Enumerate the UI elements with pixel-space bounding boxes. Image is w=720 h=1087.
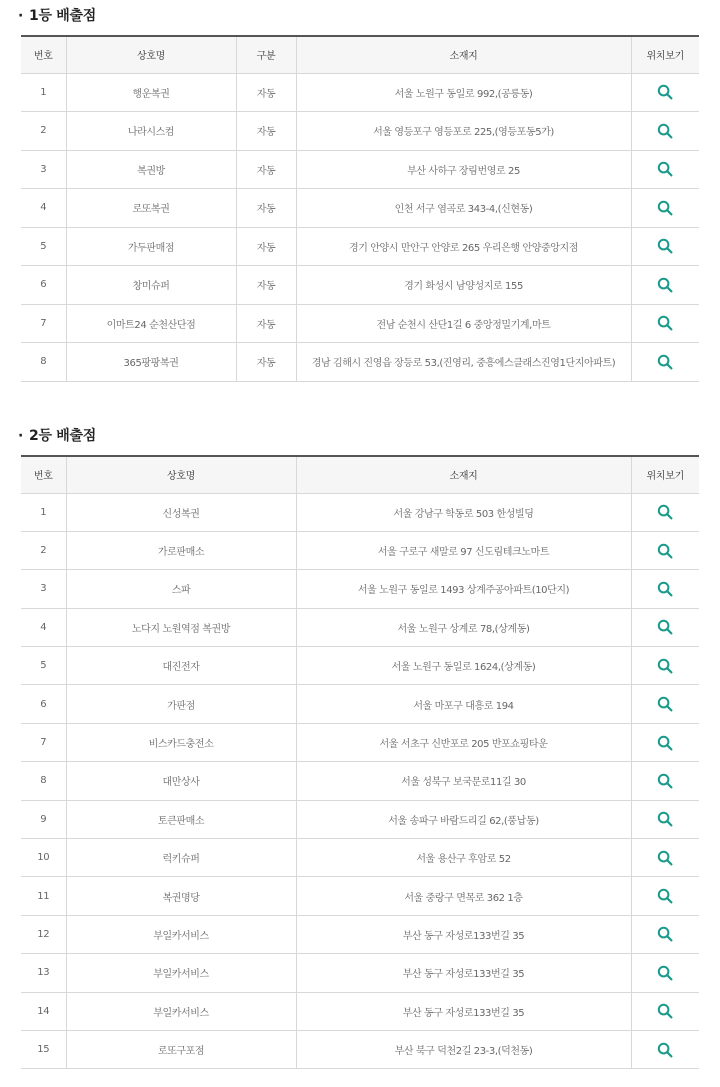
row-name: 부일카서비스 (66, 954, 296, 992)
row-name: 행운복권 (66, 73, 236, 112)
row-no: 1 (21, 493, 66, 531)
row-no: 14 (21, 992, 66, 1030)
row-address: 부산 동구 자성로133번길 35 (296, 915, 631, 953)
row-no: 13 (21, 954, 66, 992)
row-no: 6 (21, 685, 66, 723)
search-icon[interactable] (657, 581, 673, 597)
row-address: 경기 화성시 남양성지로 155 (296, 266, 631, 305)
table-row (21, 304, 699, 343)
map-view-cell (631, 531, 699, 569)
row-no: 3 (21, 150, 66, 189)
row-name: 대만상사 (66, 762, 296, 800)
row-name: 이마트24 순천산단점 (66, 304, 236, 343)
row-name: 신성복권 (66, 493, 296, 531)
search-icon[interactable] (657, 965, 673, 981)
row-no: 7 (21, 723, 66, 761)
map-view-cell (631, 112, 699, 151)
row-address: 서울 중랑구 면목로 362 1층 (296, 877, 631, 915)
table-row (21, 800, 699, 838)
search-icon[interactable] (657, 1042, 673, 1058)
row-name: 가두판매점 (66, 227, 236, 266)
row-name: 복권방 (66, 150, 236, 189)
section-title-second-prize: · 2등 배출점 (18, 428, 96, 444)
table-row (21, 266, 699, 305)
search-icon[interactable] (657, 123, 673, 139)
row-no: 4 (21, 189, 66, 228)
row-name: 복권명당 (66, 877, 296, 915)
search-icon[interactable] (657, 504, 673, 520)
map-view-cell (631, 1030, 699, 1068)
row-name: 나라시스컴 (66, 112, 236, 151)
row-type: 자동 (236, 189, 296, 228)
table-row (21, 1030, 699, 1068)
table-row (21, 73, 699, 112)
row-name: 로또복권 (66, 189, 236, 228)
search-icon[interactable] (657, 161, 673, 177)
map-view-cell (631, 954, 699, 992)
map-view-cell (631, 685, 699, 723)
row-no: 4 (21, 608, 66, 646)
row-type: 자동 (236, 343, 296, 382)
table-row (21, 915, 699, 953)
header-no: 번호 (21, 36, 66, 73)
map-view-cell (631, 992, 699, 1030)
row-address: 서울 노원구 동일로 1624,(상계동) (296, 647, 631, 685)
row-no: 7 (21, 304, 66, 343)
table-header-row (21, 456, 699, 493)
search-icon[interactable] (657, 315, 673, 331)
row-address: 서울 노원구 상계로 78,(상계동) (296, 608, 631, 646)
row-name: 럭키슈퍼 (66, 839, 296, 877)
row-no: 1 (21, 73, 66, 112)
table-row (21, 954, 699, 992)
row-address: 경기 안양시 만안구 안양로 265 우리은행 안양중앙지점 (296, 227, 631, 266)
search-icon[interactable] (657, 926, 673, 942)
table-row (21, 112, 699, 151)
search-icon[interactable] (657, 1003, 673, 1019)
first-prize-rows (21, 73, 699, 381)
header-name: 상호명 (66, 36, 236, 73)
map-view-cell (631, 915, 699, 953)
map-view-cell (631, 304, 699, 343)
row-address: 부산 북구 덕천2길 23-3,(덕천동) (296, 1030, 631, 1068)
row-no: 2 (21, 531, 66, 569)
search-icon[interactable] (657, 619, 673, 635)
header-address: 소재지 (296, 36, 631, 73)
row-name: 가로판매소 (66, 531, 296, 569)
table-row (21, 839, 699, 877)
table-row (21, 685, 699, 723)
map-view-cell (631, 762, 699, 800)
map-view-cell (631, 266, 699, 305)
row-no: 8 (21, 343, 66, 382)
row-address: 서울 성북구 보국문로11길 30 (296, 762, 631, 800)
table-row (21, 762, 699, 800)
row-type: 자동 (236, 112, 296, 151)
row-address: 전남 순천시 산단1길 6 중앙정밀기계,마트 (296, 304, 631, 343)
map-view-cell (631, 493, 699, 531)
search-icon[interactable] (657, 238, 673, 254)
row-address: 서울 구로구 새말로 97 신도림테크노마트 (296, 531, 631, 569)
row-no: 15 (21, 1030, 66, 1068)
row-address: 서울 용산구 후암로 52 (296, 839, 631, 877)
row-address: 서울 송파구 바람드리길 62,(풍납동) (296, 800, 631, 838)
second-prize-table (21, 455, 699, 1069)
section-title-first-prize: · 1등 배출점 (18, 8, 96, 24)
search-icon[interactable] (657, 84, 673, 100)
search-icon[interactable] (657, 773, 673, 789)
row-name: 부일카서비스 (66, 915, 296, 953)
search-icon[interactable] (657, 811, 673, 827)
row-address: 경남 김해시 진영읍 장등로 53,(진영리, 중흥에스클래스진영1단지아파트) (296, 343, 631, 382)
row-no: 6 (21, 266, 66, 305)
search-icon[interactable] (657, 543, 673, 559)
map-view-cell (631, 227, 699, 266)
row-no: 5 (21, 227, 66, 266)
map-view-cell (631, 343, 699, 382)
row-type: 자동 (236, 227, 296, 266)
row-address: 서울 강남구 학동로 503 한성빌딩 (296, 493, 631, 531)
header-map: 위치보기 (631, 456, 699, 493)
row-name: 스파 (66, 570, 296, 608)
map-view-cell (631, 189, 699, 228)
row-type: 자동 (236, 304, 296, 343)
table-header-row (21, 36, 699, 73)
table-row (21, 877, 699, 915)
map-view-cell (631, 570, 699, 608)
row-address: 서울 영등포구 영등포로 225,(영등포동5가) (296, 112, 631, 151)
table-row (21, 227, 699, 266)
section-title-text: 2등 배출점 (29, 428, 96, 444)
row-name: 로또구포점 (66, 1030, 296, 1068)
search-icon[interactable] (657, 735, 673, 751)
row-name: 대진전자 (66, 647, 296, 685)
map-view-cell (631, 723, 699, 761)
row-address: 부산 동구 자성로133번길 35 (296, 992, 631, 1030)
search-icon[interactable] (657, 850, 673, 866)
row-no: 10 (21, 839, 66, 877)
map-view-cell (631, 73, 699, 112)
row-no: 12 (21, 915, 66, 953)
search-icon[interactable] (657, 888, 673, 904)
table-row (21, 570, 699, 608)
table-row (21, 608, 699, 646)
map-view-cell (631, 150, 699, 189)
table-row (21, 189, 699, 228)
row-name: 토큰판매소 (66, 800, 296, 838)
row-address: 부산 동구 자성로133번길 35 (296, 954, 631, 992)
row-name: 노다지 노원역점 복권방 (66, 608, 296, 646)
table-row (21, 723, 699, 761)
row-no: 2 (21, 112, 66, 151)
row-address: 서울 노원구 동일로 1493 상계주공아파트(10단지) (296, 570, 631, 608)
header-name: 상호명 (66, 456, 296, 493)
row-name: 가판점 (66, 685, 296, 723)
row-name: 365팡팡복권 (66, 343, 236, 382)
row-no: 3 (21, 570, 66, 608)
map-view-cell (631, 647, 699, 685)
row-name: 창미슈퍼 (66, 266, 236, 305)
row-no: 9 (21, 800, 66, 838)
row-address: 인천 서구 염곡로 343-4,(신현동) (296, 189, 631, 228)
search-icon[interactable] (657, 354, 673, 370)
table-row (21, 531, 699, 569)
row-type: 자동 (236, 73, 296, 112)
second-prize-rows (21, 493, 699, 1069)
row-address: 부산 사하구 장림번영로 25 (296, 150, 631, 189)
map-view-cell (631, 877, 699, 915)
section-title-text: 1등 배출점 (29, 8, 96, 24)
table-row (21, 992, 699, 1030)
header-type: 구분 (236, 36, 296, 73)
row-address: 서울 마포구 대흥로 194 (296, 685, 631, 723)
table-row (21, 493, 699, 531)
row-no: 5 (21, 647, 66, 685)
row-type: 자동 (236, 150, 296, 189)
row-address: 서울 노원구 동일로 992,(공릉동) (296, 73, 631, 112)
header-map: 위치보기 (631, 36, 699, 73)
search-icon[interactable] (657, 200, 673, 216)
map-view-cell (631, 839, 699, 877)
search-icon[interactable] (657, 658, 673, 674)
table-row (21, 647, 699, 685)
table-row (21, 343, 699, 382)
first-prize-table (21, 35, 699, 382)
header-address: 소재지 (296, 456, 631, 493)
header-no: 번호 (21, 456, 66, 493)
table-row (21, 150, 699, 189)
row-name: 부일카서비스 (66, 992, 296, 1030)
row-no: 8 (21, 762, 66, 800)
search-icon[interactable] (657, 277, 673, 293)
search-icon[interactable] (657, 696, 673, 712)
map-view-cell (631, 800, 699, 838)
map-view-cell (631, 608, 699, 646)
row-name: 비스카드충전소 (66, 723, 296, 761)
row-type: 자동 (236, 266, 296, 305)
row-no: 11 (21, 877, 66, 915)
row-address: 서울 서초구 신반포로 205 반포쇼핑타운 (296, 723, 631, 761)
